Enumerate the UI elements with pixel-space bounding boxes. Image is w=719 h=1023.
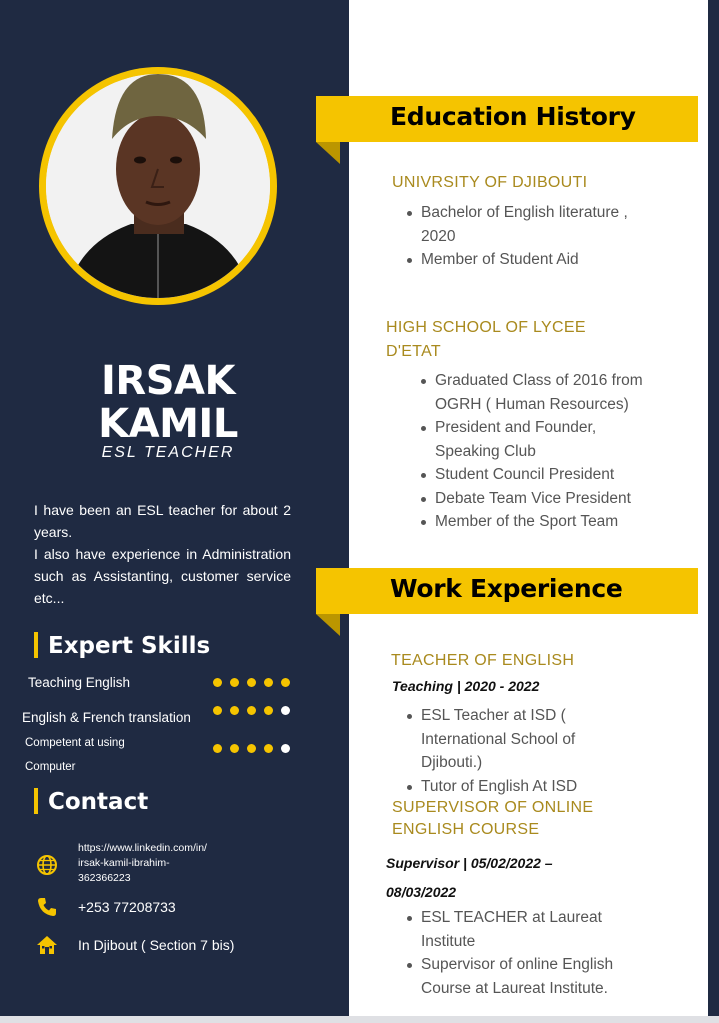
rating-dot-filled — [213, 706, 222, 715]
profile-photo — [46, 74, 270, 298]
school-name-line: HIGH SCHOOL OF LYCEE — [386, 319, 586, 336]
list-item: Student Council President — [421, 463, 651, 487]
list-item: ESL TEACHER at Laureat Institute — [407, 906, 647, 953]
contact-heading-label: Contact — [48, 789, 149, 815]
rating-dot-filled — [264, 678, 273, 687]
job-title — [392, 797, 593, 841]
job-title: TEACHER OF ENGLISH — [391, 652, 575, 669]
linkedin-link[interactable] — [78, 841, 207, 886]
job-details — [407, 704, 617, 798]
rating-dot-filled — [230, 706, 239, 715]
list-item: Tutor of English At ISD — [407, 775, 617, 799]
school-details — [421, 369, 651, 534]
rating-dot-filled — [247, 744, 256, 753]
linkedin-line: 362366223 — [78, 872, 131, 884]
about-paragraph-2: I also have experience in Administration such as Assistanting, customer service etc... — [34, 546, 291, 606]
full-name — [60, 360, 276, 446]
list-item: Bachelor of English literature , 2020 — [407, 201, 647, 248]
banner-fold — [316, 614, 340, 636]
contact-heading — [34, 789, 148, 816]
job-title-line: ENGLISH COURSE — [392, 821, 540, 838]
rating-dot-filled — [230, 678, 239, 687]
rating-dot-filled — [247, 706, 256, 715]
banner-fold — [316, 142, 340, 164]
work-banner — [316, 568, 698, 614]
work-heading: Work Experience — [390, 574, 623, 603]
list-item: President and Founder, Speaking Club — [421, 416, 651, 463]
home-icon — [36, 934, 58, 956]
rating-dot-filled — [213, 678, 222, 687]
first-name: IRSAK — [101, 358, 235, 404]
about-paragraph-1: I have been an ESL teacher for about 2 years. — [34, 502, 291, 540]
education-heading: Education History — [390, 102, 636, 131]
list-item: Member of the Sport Team — [421, 510, 651, 534]
skills-heading-label: Expert Skills — [48, 633, 211, 659]
last-name: KAMIL — [98, 401, 238, 447]
list-item: Debate Team Vice President — [421, 487, 651, 511]
rating-dot-empty — [281, 744, 290, 753]
rating-dot-filled — [230, 744, 239, 753]
rating-dot-filled — [213, 744, 222, 753]
rating-dot-empty — [281, 706, 290, 715]
bottom-strip — [0, 1016, 719, 1023]
job-title: ESL TEACHER — [101, 444, 235, 461]
linkedin-line: irsak-kamil-ibrahim- — [78, 857, 170, 869]
list-item: Member of Student Aid — [407, 248, 647, 272]
heading-accent-bar — [34, 788, 38, 814]
list-item: Supervisor of online English Course at Laureat Institute. — [407, 953, 647, 1000]
skill-label: English & French translation — [22, 710, 191, 725]
address: In Djibout ( Section 7 bis) — [78, 937, 235, 953]
list-item: Graduated Class of 2016 from OGRH ( Human Resources) — [421, 369, 651, 416]
job-meta: Teaching | 2020 - 2022 — [392, 678, 540, 694]
globe-icon — [36, 854, 58, 876]
skill-label: Teaching English — [28, 675, 131, 690]
job-title-line: SUPERVISOR OF ONLINE — [392, 799, 594, 816]
list-item: ESL Teacher at ISD ( International School of Djibouti.) — [407, 704, 617, 775]
phone-number[interactable]: +253 77208733 — [78, 899, 176, 915]
rating-dot-filled — [247, 678, 256, 687]
right-edge — [708, 0, 719, 1023]
rating-dot-filled — [264, 744, 273, 753]
skill-label-line-2: Computer — [25, 761, 76, 773]
school-name-line: D'ETAT — [386, 343, 441, 360]
education-banner — [316, 96, 698, 142]
skill-rating — [213, 678, 291, 688]
rating-dot-filled — [264, 706, 273, 715]
phone-icon — [36, 896, 58, 918]
heading-accent-bar — [34, 632, 38, 658]
rating-dot-filled — [281, 678, 290, 687]
school-name — [386, 316, 586, 364]
about-text — [34, 499, 291, 609]
job-meta-line-2: 08/03/2022 — [386, 884, 457, 900]
school-details — [407, 201, 647, 272]
skill-rating — [213, 744, 291, 754]
skills-heading — [34, 633, 210, 660]
job-details — [407, 906, 647, 1000]
linkedin-line: https://www.linkedin.com/in/ — [78, 842, 207, 854]
skill-label: Competent at using — [25, 737, 125, 749]
school-name: UNIVRSITY OF DJIBOUTI — [392, 174, 588, 191]
job-meta: Supervisor | 05/02/2022 – — [386, 855, 553, 871]
skill-rating — [213, 706, 291, 716]
